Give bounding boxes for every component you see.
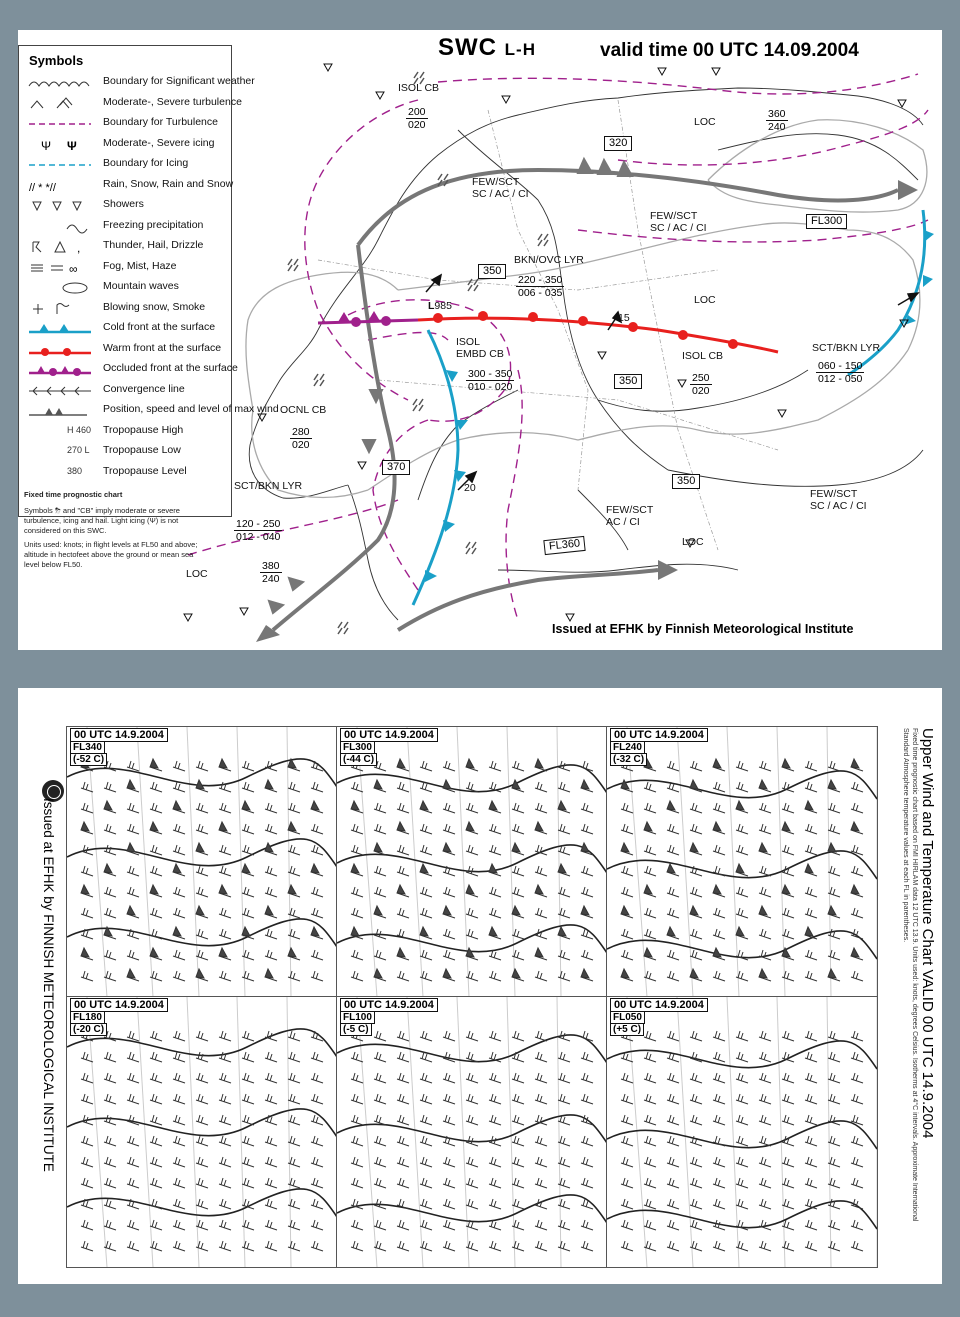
subpanel-valid-time: 00 UTC 14.9.2004 [70,998,168,1012]
legend-symbol-icon [27,138,97,156]
legend-item [27,384,227,402]
shower-symbols [184,64,908,621]
legend-item [27,302,227,320]
jet-fl360: FL360 [543,536,586,555]
wind-barb-field [67,727,337,997]
label-loc-se: LOC [682,536,704,548]
subpanel-flight-level: FL340 [70,741,105,754]
subpanel-flight-level: FL100 [340,1011,375,1024]
svg-text:∞: ∞ [69,261,78,275]
jet-streams [273,170,898,630]
legend-symbol-icon [27,117,97,135]
legend-label: Blowing snow, Smoke [103,300,206,313]
legend-label: Moderate-, Severe turbulence [103,95,242,108]
wind-subpanel [66,996,338,1268]
legend-label: Fog, Mist, Haze [103,259,177,272]
level-isol-cb-nw: 200 020 [408,106,426,131]
label-loc-e: LOC [694,294,716,306]
legend-item [27,240,227,258]
uwt-title: Upper Wind and Temperature Chart VALID 00 UTC 14.9.2004 [919,728,936,1139]
label-few-sct-3: FEW/SCT AC / CI [606,504,654,528]
subpanel-flight-level: FL180 [70,1011,105,1024]
wind-subpanel [606,996,878,1268]
jet-arrowheads [256,180,918,642]
label-sct-bkn-w: SCT/BKN LYR [234,480,303,492]
legend-symbol-icon: H 460 [67,424,92,435]
subpanel-isa-temperature: (-44 C) [340,753,377,766]
legend-item [27,343,227,361]
legend-item [27,199,227,217]
tropopause-350a: 350 [478,264,506,279]
label-loc-ne: LOC [694,116,716,128]
label-isol-cb-nw: ISOL CB [398,82,440,94]
subpanel-valid-time: 00 UTC 14.9.2004 [340,998,438,1012]
legend-item [27,261,227,279]
label-few-sct-4: FEW/SCT SC / AC / CI [810,488,867,512]
level-isol-embd: 300 - 350 010 - 020 [468,368,513,393]
uwt-title-block [896,728,936,1248]
wind-barb-field [607,997,877,1267]
legend-symbol-icon [27,220,97,238]
legend-item [27,95,242,115]
swc-chart-panel [18,30,942,650]
wind-barb-field [337,727,607,997]
legend-label: Thunder, Hail, Drizzle [103,239,204,251]
legend-label: Mountain waves [103,280,179,292]
legend-label: Freezing precipitation [103,218,204,231]
level-sct-bkn-w: 120 - 250 012 - 040 [236,518,281,543]
tropopause-320: 320 [604,136,632,151]
wind-barb-field [67,997,337,1267]
legend-item [27,466,227,484]
legend-symbol-icon: 270 L [67,445,90,455]
legend-symbol-icon [27,343,97,361]
label-bkn-ovc: BKN/OVC LYR [514,254,584,266]
legend-symbol-icon: 380 [67,465,83,476]
level-ocnl-cb: 280 020 [292,426,310,451]
legend-symbol-icon [27,199,97,217]
tropopause-350c: 350 [672,474,700,489]
wind-subpanel [336,726,608,998]
legend-title: Symbols [29,53,84,68]
legend-label: Moderate-, Severe icing [103,136,215,149]
sigwx-cloud-boundaries [246,120,927,498]
legend-symbol-icon [27,261,97,279]
legend-item [27,281,227,299]
legend-label: Warm front at the surface [103,341,222,354]
legend-symbol-icon [27,281,97,299]
subpanel-flight-level: FL050 [610,1011,645,1024]
legend-notes [24,490,204,570]
svg-text:,: , [77,241,81,254]
legend-symbol-icon [27,302,97,320]
low-pressure-985: L985 [428,300,452,312]
wind-barb-field [607,727,877,997]
label-sct-bkn-e: SCT/BKN LYR [812,342,881,354]
subpanel-valid-time: 00 UTC 14.9.2004 [610,998,708,1012]
legend-item [27,425,227,443]
svg-text:Ψ: Ψ [67,138,77,152]
legend-label: Position, speed and level of max wind [103,403,279,415]
legend-symbol-icon [27,179,97,197]
legend-symbol-icon [27,404,97,422]
label-isol-embd: ISOL EMBD CB [456,336,504,360]
level-sct-bkn-e: 060 - 150 012 - 050 [818,360,863,385]
legend-item [27,177,234,197]
subpanel-isa-temperature: (-52 C) [70,753,107,766]
legend-label: Tropopause Level [103,464,187,477]
subpanel-flight-level: FL240 [610,741,645,754]
tropopause-370: 370 [382,460,410,475]
legend-item [27,158,227,176]
svg-text:// * *//: // * *// [29,181,56,193]
legend-label: Convergence line [103,382,185,395]
level-isol-cb-e: 250 020 [692,372,710,397]
wind-speed-20: 20 [464,482,476,494]
legend-label: Tropopause Low [103,444,181,456]
legend-symbol-icon [27,97,97,115]
wind-barb-field [337,997,607,1267]
swc-title: SWC L-H [438,34,536,61]
legend-label: Rain, Snow, Rain and Snow [103,177,234,190]
label-ocnl-cb: OCNL CB [280,404,327,416]
wind-subpanel [606,726,878,998]
label-few-sct-2: FEW/SCT SC / AC / CI [650,210,707,234]
upper-wind-chart-panel [18,688,942,1284]
legend-item [27,322,227,340]
valid-time: valid time 00 UTC 14.09.2004 [600,40,859,61]
legend-item [27,220,227,238]
legend-item [27,138,227,156]
svg-text:Ψ: Ψ [41,138,52,152]
subpanel-isa-temperature: (-32 C) [610,753,647,766]
legend-label: Occluded front at the surface [103,362,238,374]
legend-symbol-icon [27,158,97,176]
legend-item [27,362,238,381]
legend-symbol-icon [27,322,97,340]
uwt-issued-by: Issued at EFHK by FINNISH METEOROLOGICAL INSTITUTE [41,798,56,1172]
legend-item [27,75,255,94]
legend-symbol-icon [27,384,97,402]
issued-by: Issued at EFHK by Finnish Meteorological Institute [552,622,854,636]
legend-label: Cold front at the surface [103,321,216,333]
subpanel-flight-level: FL300 [340,741,375,754]
tropopause-350b: 350 [614,374,642,389]
legend-item [27,445,227,463]
label-isol-cb-e: ISOL CB [682,350,724,362]
legend-item [27,403,279,422]
level-loc-sw: 380 240 [262,560,280,585]
legend-label: Showers [103,198,144,210]
subpanel-valid-time: 00 UTC 14.9.2004 [70,728,168,742]
wind-subpanel [66,726,338,998]
uwt-subtitle: Fixed time prognostic chart based on FMI HIRLAM data 12 UTC 13.9. Units used: knots, degrees Celsius. Isotherms at 4°C intervals. Approximate International Standard Atmosphere temperature values at each FL in parentheses. [902,728,918,1222]
level-loc-ne: 360 240 [768,108,786,133]
legend-label: Boundary for Icing [103,157,189,169]
subpanel-isa-temperature: (-5 C) [340,1023,372,1036]
legend-symbol-icon [27,76,97,94]
legend-symbol-icon [27,240,97,258]
subpanel-valid-time: 00 UTC 14.9.2004 [610,728,708,742]
notes-p1: Symbols ⛈ and "CB" imply moderate or severe turbulence, icing and hail. Light icing (Ψ) is not considered on this SWC. [24,506,180,535]
notes-p2: Units used: knots; in flight levels at FL50 and above; altitude in hectofeet above the ground or mean sea level below FL50. [24,540,198,569]
legend-symbol-icon [27,363,97,381]
notes-heading: Fixed time prognostic chart [24,490,123,499]
level-bkn-ovc: 220 - 350 006 - 035 [518,274,563,299]
legend-item [27,117,227,135]
legend-label: Boundary for Turbulence [103,116,218,128]
subpanel-isa-temperature: (-20 C) [70,1023,107,1036]
label-loc-sw: LOC [186,568,208,580]
wind-speed-15: 15 [618,312,630,324]
legend-label: Tropopause High [103,423,184,436]
jet-fl300: FL300 [806,214,847,229]
label-few-sct-1: FEW/SCT SC / AC / CI [472,176,529,200]
legend-label: Boundary for Significant weather [103,75,255,87]
subpanel-valid-time: 00 UTC 14.9.2004 [340,728,438,742]
subpanel-isa-temperature: (+5 C) [610,1023,644,1036]
wind-subpanel [336,996,608,1268]
